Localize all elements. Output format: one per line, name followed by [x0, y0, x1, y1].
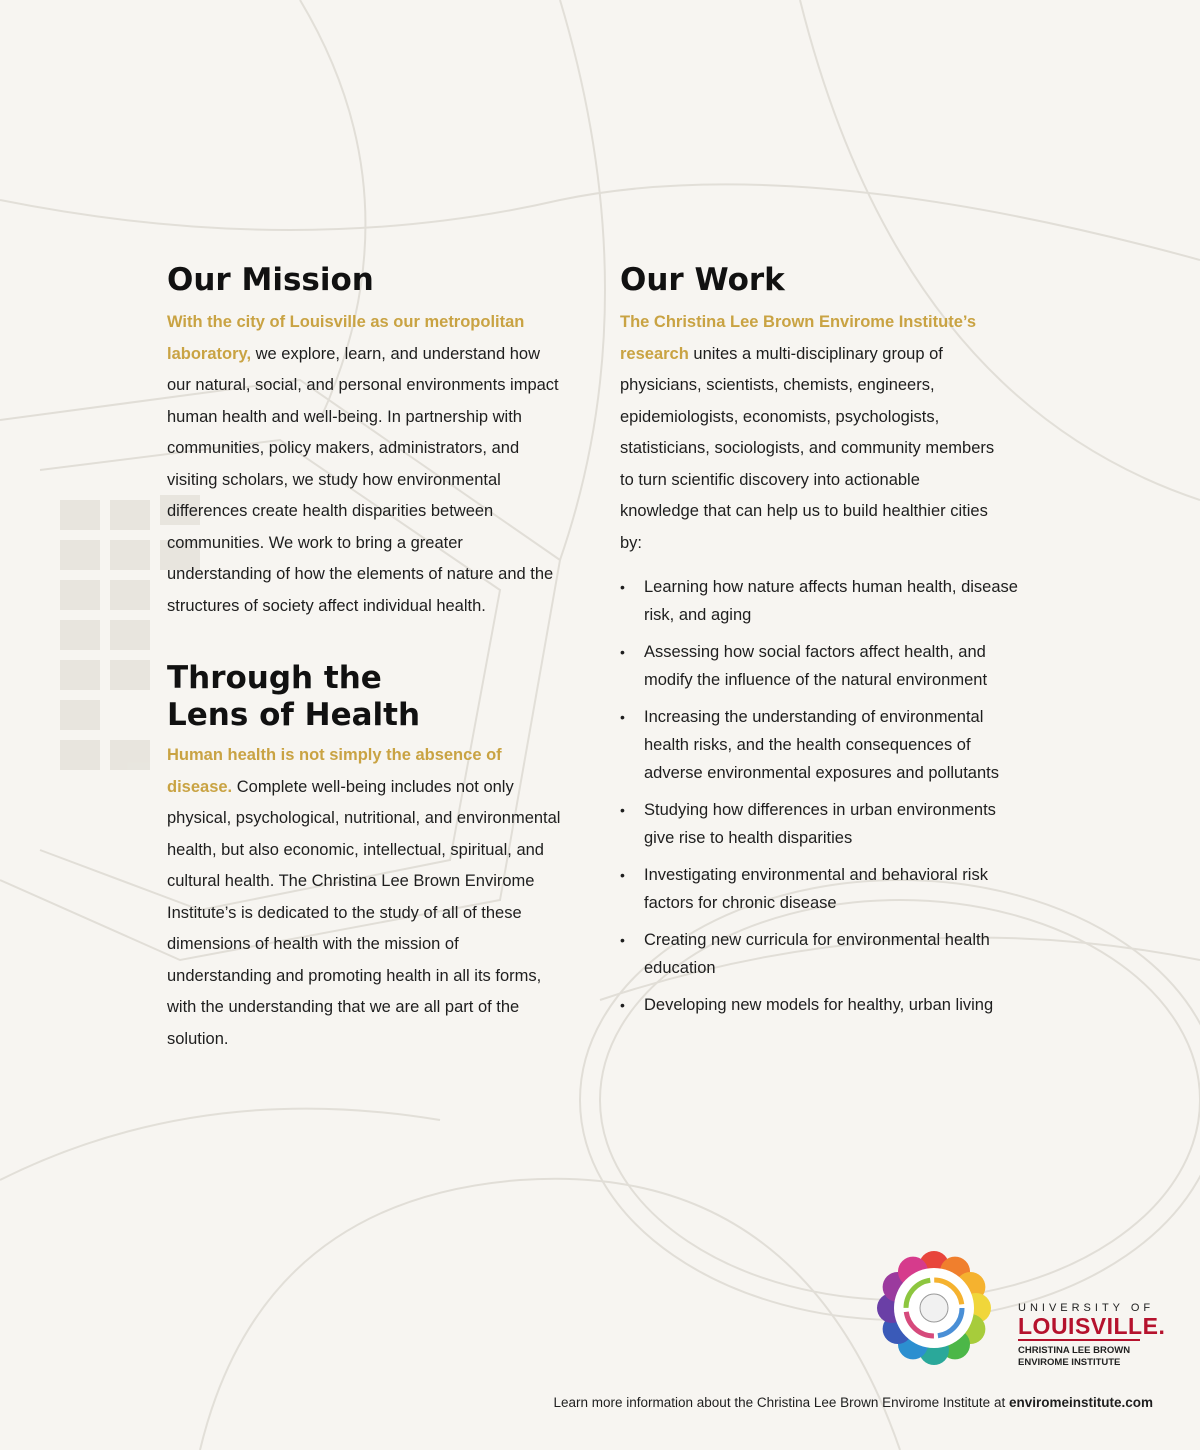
- work-highlight: The Christina Lee Brown Envirome Institute’s research: [620, 313, 977, 363]
- bullet-dot-icon: •: [620, 932, 625, 948]
- bullet-dot-icon: •: [620, 644, 625, 660]
- bullet-dot-icon: •: [620, 709, 625, 725]
- bullet-text: Developing new models for healthy, urban living: [644, 996, 994, 1014]
- left-column: [167, 262, 567, 1055]
- work-title: Our Work: [620, 262, 785, 298]
- right-column: [620, 262, 1020, 1028]
- footer-text: Learn more information about the Christina Lee Brown Envirome Institute at: [553, 1395, 1009, 1410]
- bullet-text: Assessing how social factors affect health, and modify the influence of the natural environment: [644, 643, 988, 689]
- bullet-text: Creating new curricula for environmental health education: [644, 931, 990, 977]
- bullet-dot-icon: •: [620, 997, 625, 1013]
- lens-title-line2: Lens of Health: [167, 697, 421, 733]
- work-bullet-list: [620, 573, 1020, 1019]
- lens-title-line1: Through the: [167, 660, 382, 696]
- university-logo: [1018, 1302, 1166, 1369]
- work-paragraph: [620, 307, 1000, 559]
- work-bullet-item: [620, 926, 1020, 982]
- lens-highlight: Human health is not simply the absence of disease.: [167, 746, 502, 796]
- bullet-text: Increasing the understanding of environmental health risks, and the health consequences of adverse environmental exposures and pollutants: [644, 708, 999, 782]
- work-body: unites a multi-disciplinary group of physicians, scientists, chemists, engineers, epidemiologists, economists, psychologists, statisticians, sociologists, and community members to turn scientific discovery into actionable knowledge that can help us to build healthier cities by:: [620, 344, 995, 552]
- lens-paragraph: [167, 740, 567, 1055]
- institute-line-1: CHRISTINA LEE BROWN: [1018, 1345, 1131, 1356]
- envirome-wheel-logo: [876, 1250, 992, 1366]
- work-bullet-item: [620, 796, 1020, 852]
- bullet-text: Learning how nature affects human health, disease risk, and aging: [644, 578, 1018, 624]
- wheel-core-figure-icon: [920, 1294, 948, 1322]
- bullet-dot-icon: •: [620, 867, 625, 883]
- work-bullet-item: [620, 703, 1020, 787]
- logo-divider: [1018, 1339, 1140, 1341]
- institute-line-2: ENVIROME INSTITUTE: [1018, 1357, 1121, 1368]
- university-of-text: UNIVERSITY OF: [1018, 1302, 1155, 1314]
- footer-note: [553, 1395, 1153, 1410]
- mission-body: we explore, learn, and understand how our natural, social, and personal environments impact human health and well-being. In partnership with communities, policy makers, administrators, and visiting scholars, we study how environmental differences create health disparities between communities. We work to bring a greater understanding of how the elements of nature and the structures of society affect individual health.: [167, 344, 559, 615]
- work-bullet-item: [620, 991, 1020, 1019]
- mission-title: Our Mission: [167, 262, 374, 298]
- bullet-dot-icon: •: [620, 579, 625, 595]
- bullet-text: Studying how differences in urban environments give rise to health disparities: [644, 801, 996, 847]
- lens-heading: [167, 660, 567, 734]
- footer-link[interactable]: enviromeinstitute.com: [1008, 1395, 1153, 1410]
- work-bullet-item: [620, 638, 1020, 694]
- lens-body: Complete well-being includes not only physical, psychological, nutritional, and environmental health, but also economic, intellectual, spiritual, and cultural health. The Christina Lee Brown Envirome Institute’s is dedicated to the study of all of these dimensions of health with the mission of understanding and promoting health in all its forms, with the understanding that we are all part of the solution.: [167, 777, 561, 1048]
- louisville-wordmark: LOUISVILLE.: [1018, 1313, 1166, 1339]
- work-bullet-item: [620, 861, 1020, 917]
- work-bullet-item: [620, 573, 1020, 629]
- bullet-text: Investigating environmental and behavioral risk factors for chronic disease: [644, 866, 988, 912]
- mission-highlight: With the city of Louisville as our metropolitan laboratory,: [167, 313, 525, 363]
- mission-paragraph: [167, 307, 567, 622]
- bullet-dot-icon: •: [620, 802, 625, 818]
